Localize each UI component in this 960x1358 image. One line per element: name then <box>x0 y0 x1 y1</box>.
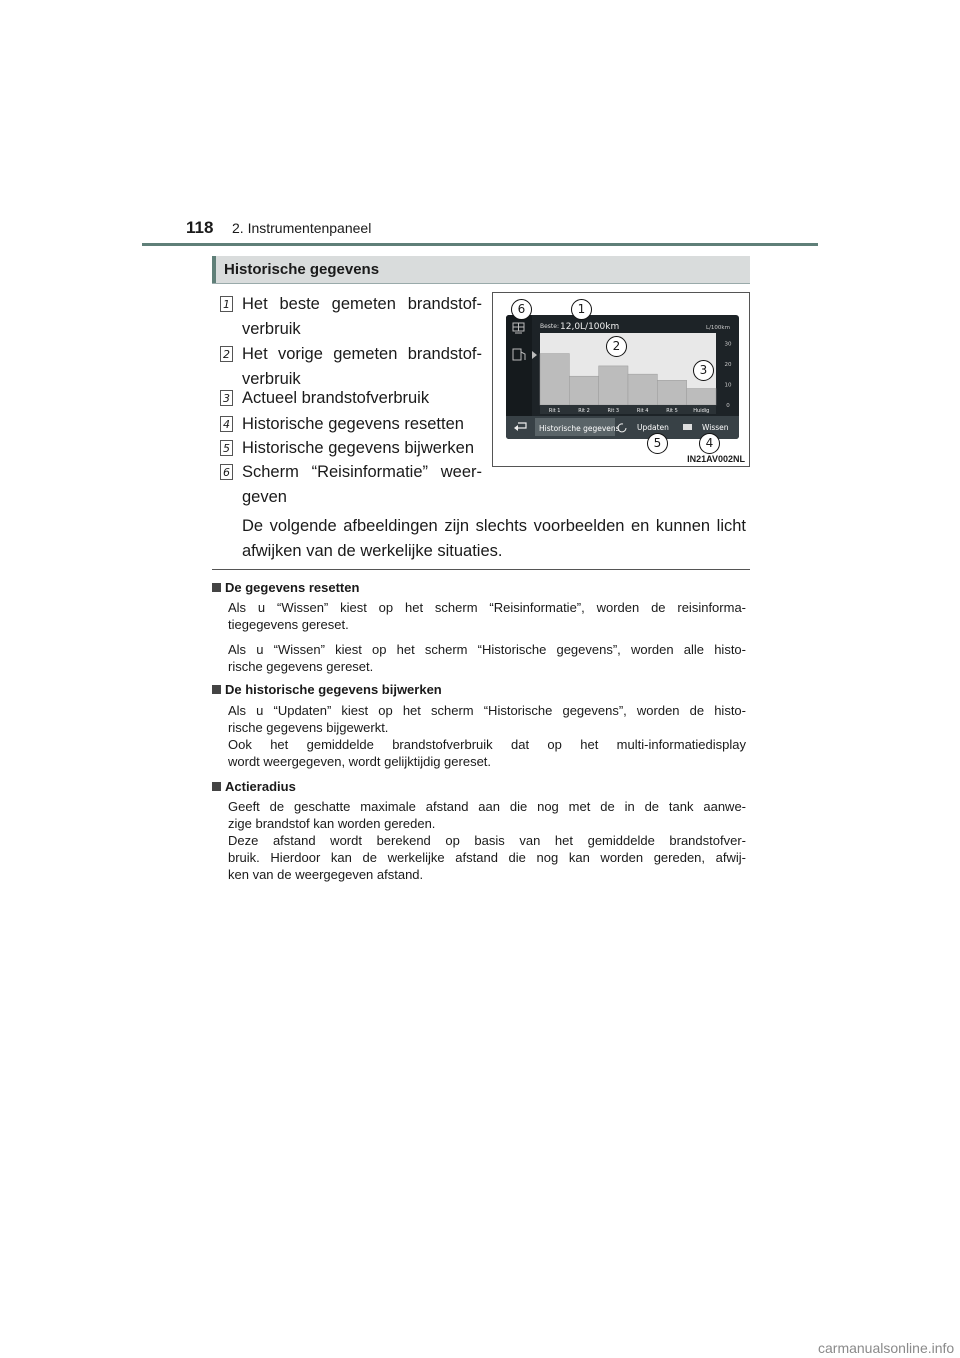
trip-label: Rit 3 <box>607 408 620 414</box>
update-para: Als u “Updaten” kiest op het scherm “Historische gegevens”, worden de histo- rische gegevens bijgewerkt. Ook het gemiddelde brandstofverbruik dat op het multi-informatiedisplay wordt weergegeven, wordt gelijktijdig gereset. <box>228 703 746 769</box>
update-button: Updaten <box>637 423 669 432</box>
intro-line-1: De volgende afbeeldingen zijn slechts voorbeelden en kunnen licht <box>242 517 746 535</box>
item-text: Historische gegevens bijwerken <box>242 439 475 457</box>
callout-1: 1 <box>571 299 592 320</box>
item-text: Historische gegevens resetten <box>242 415 464 433</box>
callout-4: 4 <box>699 433 720 454</box>
clear-button: Wissen <box>702 423 729 432</box>
eraser-icon <box>683 424 692 430</box>
item-text: Het vorige gemeten brandstof-verbruik <box>242 345 482 388</box>
item-number: 5 <box>220 440 233 456</box>
intro-line-2: afwijken van de werkelijke situaties. <box>242 542 503 560</box>
best-value: 12,0L/100km <box>560 322 620 332</box>
header-divider <box>142 243 818 246</box>
watermark: carmanualsonline.info <box>818 1340 955 1356</box>
callout-6: 6 <box>511 299 532 320</box>
subsection-title-update: De historische gegevens bijwerken <box>212 682 442 697</box>
legend-item-3 <box>212 386 482 411</box>
section-divider <box>212 569 750 570</box>
subsection-title-range: Actieradius <box>212 779 296 794</box>
history-bar <box>628 374 657 405</box>
callout-5: 5 <box>647 433 668 454</box>
figure-code: IN21AV002NL <box>687 454 745 464</box>
range-para: Geeft de geschatte maximale afstand aan die nog met de in de tank aanwe- zige brandstof kan worden gereden. Deze afstand wordt berekend op basis van het gemiddelde brandstofver- bruik. Hierdoor kan de werkelijke afstand die nog kan worden gereden, afwij- ken van de weergegeven afstand. <box>228 799 746 882</box>
y-tick-label: 0 <box>726 403 730 409</box>
chapter-title: 2. Instrumentenpaneel <box>232 220 372 236</box>
unit-label: L/100km <box>706 325 730 331</box>
history-tab: Historische gegevens <box>539 424 620 433</box>
subsection-title-reset: De gegevens resetten <box>212 580 359 595</box>
legend-item-2 <box>212 342 482 392</box>
history-bar <box>599 366 628 405</box>
section-header <box>212 256 750 284</box>
reset-para-1: Als u “Wissen” kiest op het scherm “Reisinformatie”, worden de reisinforma- tiegegevens gereset. <box>228 600 746 632</box>
history-bar <box>540 354 569 405</box>
legend-item-4 <box>212 412 482 437</box>
legend-item-5 <box>212 436 482 461</box>
intro-paragraph <box>242 514 746 564</box>
callout-2: 2 <box>606 336 627 357</box>
section-title: Historische gegevens <box>224 261 380 278</box>
legend-item-1 <box>212 292 482 342</box>
item-text: Scherm “Reisinformatie” weer-geven <box>242 463 482 506</box>
section-accent <box>212 256 216 283</box>
page-number: 118 <box>186 218 214 237</box>
y-tick-label: 10 <box>724 382 732 389</box>
history-bar <box>657 380 686 405</box>
item-text: Actueel brandstofverbruik <box>242 389 430 407</box>
trip-label: Rit 1 <box>548 408 561 414</box>
trip-label: Rit 4 <box>636 408 649 414</box>
callout-3: 3 <box>693 360 714 381</box>
best-label: Beste: <box>540 323 559 330</box>
trip-label: Rit 5 <box>666 408 678 414</box>
history-bar <box>569 376 598 405</box>
item-text: Het beste gemeten brandstof-verbruik <box>242 295 482 338</box>
history-bar <box>687 389 716 405</box>
y-tick-label: 30 <box>724 341 732 348</box>
item-number: 4 <box>220 416 233 432</box>
item-number: 1 <box>220 296 233 312</box>
trip-label: Rit 2 <box>578 408 590 414</box>
item-number: 6 <box>220 464 233 480</box>
legend-item-6 <box>212 460 482 510</box>
screen-illustration <box>492 292 750 467</box>
item-number: 3 <box>220 390 233 406</box>
y-tick-label: 20 <box>724 361 732 368</box>
reset-para-2: Als u “Wissen” kiest op het scherm “Historische gegevens”, worden alle histo- rische gegevens gereset. <box>228 642 746 674</box>
item-number: 2 <box>220 346 233 362</box>
trip-label: Huidig <box>693 408 710 414</box>
